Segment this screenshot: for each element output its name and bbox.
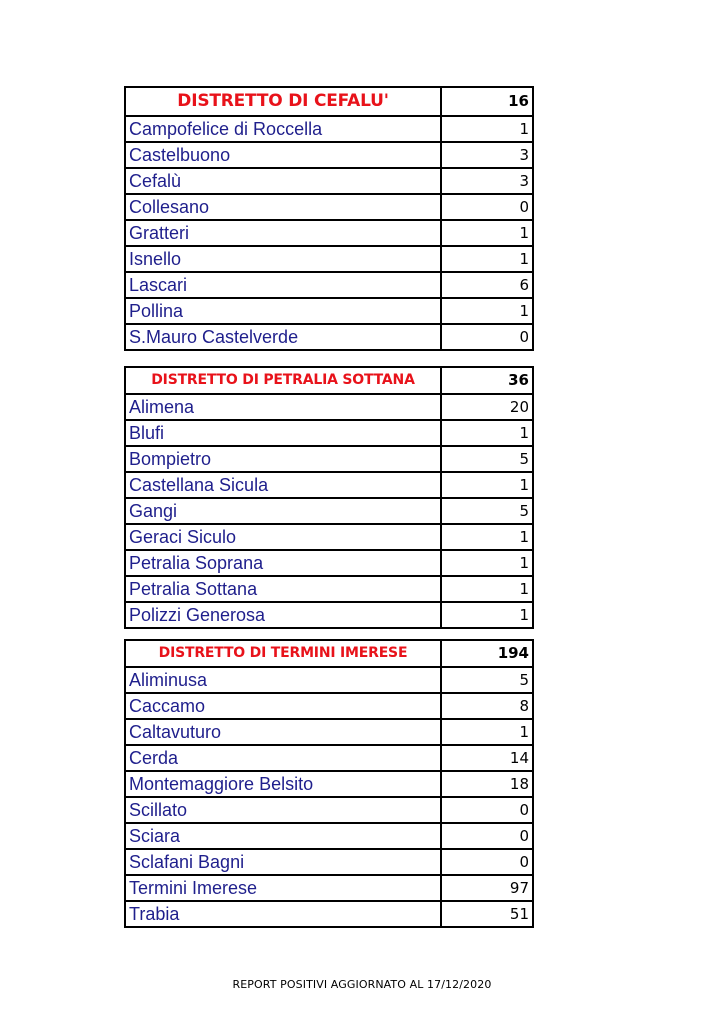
positive-count: 97 [441, 875, 533, 901]
positive-count: 1 [441, 246, 533, 272]
positive-count: 1 [441, 220, 533, 246]
table-row [125, 272, 533, 298]
positive-count: 1 [441, 719, 533, 745]
comune-name: Trabia [125, 901, 441, 927]
positive-count: 3 [441, 142, 533, 168]
district-total: 194 [441, 640, 533, 667]
positive-count: 20 [441, 394, 533, 420]
positive-count: 0 [441, 194, 533, 220]
positive-count: 5 [441, 667, 533, 693]
positive-count: 1 [441, 298, 533, 324]
district-title: DISTRETTO DI CEFALU' [125, 87, 441, 116]
comune-name: Collesano [125, 194, 441, 220]
district-title: DISTRETTO DI TERMINI IMERESE [125, 640, 441, 667]
comune-name: Aliminusa [125, 667, 441, 693]
table-row [125, 142, 533, 168]
district-table-termini-imerese [124, 639, 534, 928]
positive-count: 1 [441, 524, 533, 550]
positive-count: 8 [441, 693, 533, 719]
comune-name: Montemaggiore Belsito [125, 771, 441, 797]
comune-name: Gangi [125, 498, 441, 524]
table-row [125, 524, 533, 550]
district-total: 16 [441, 87, 533, 116]
table-row [125, 576, 533, 602]
district-header-row [125, 640, 533, 667]
table-row [125, 324, 533, 350]
positive-count: 1 [441, 420, 533, 446]
positive-count: 0 [441, 823, 533, 849]
positive-count: 0 [441, 797, 533, 823]
positive-count: 6 [441, 272, 533, 298]
comune-name: Isnello [125, 246, 441, 272]
positive-count: 3 [441, 168, 533, 194]
positive-count: 14 [441, 745, 533, 771]
positive-count: 0 [441, 849, 533, 875]
positive-count: 1 [441, 116, 533, 142]
positive-count: 1 [441, 576, 533, 602]
comune-name: Petralia Sottana [125, 576, 441, 602]
comune-name: Blufi [125, 420, 441, 446]
table-row [125, 797, 533, 823]
positive-count: 1 [441, 550, 533, 576]
positive-count: 18 [441, 771, 533, 797]
district-total: 36 [441, 367, 533, 394]
table-row [125, 194, 533, 220]
table-row [125, 602, 533, 628]
positive-count: 5 [441, 446, 533, 472]
comune-name: Petralia Soprana [125, 550, 441, 576]
table-row [125, 693, 533, 719]
positive-count: 1 [441, 602, 533, 628]
district-table-cefalu [124, 86, 534, 351]
table-row [125, 823, 533, 849]
comune-name: Castellana Sicula [125, 472, 441, 498]
table-row [125, 771, 533, 797]
comune-name: Lascari [125, 272, 441, 298]
table-row [125, 394, 533, 420]
comune-name: Scillato [125, 797, 441, 823]
comune-name: Caccamo [125, 693, 441, 719]
district-header-row [125, 87, 533, 116]
table-row [125, 875, 533, 901]
table-row [125, 550, 533, 576]
table-row [125, 220, 533, 246]
comune-name: Polizzi Generosa [125, 602, 441, 628]
positive-count: 5 [441, 498, 533, 524]
comune-name: Gratteri [125, 220, 441, 246]
comune-name: Cefalù [125, 168, 441, 194]
table-row [125, 849, 533, 875]
report-footer: REPORT POSITIVI AGGIORNATO AL 17/12/2020 [232, 978, 492, 991]
table-row [125, 745, 533, 771]
district-table-petralia-sottana [124, 366, 534, 629]
comune-name: Alimena [125, 394, 441, 420]
district-header-row [125, 367, 533, 394]
comune-name: Sclafani Bagni [125, 849, 441, 875]
table-row [125, 168, 533, 194]
positive-count: 1 [441, 472, 533, 498]
positive-count: 51 [441, 901, 533, 927]
table-row [125, 420, 533, 446]
table-row [125, 719, 533, 745]
table-row [125, 298, 533, 324]
table-row [125, 116, 533, 142]
table-row [125, 472, 533, 498]
comune-name: Bompietro [125, 446, 441, 472]
positive-count: 0 [441, 324, 533, 350]
comune-name: Castelbuono [125, 142, 441, 168]
comune-name: Sciara [125, 823, 441, 849]
comune-name: Campofelice di Roccella [125, 116, 441, 142]
comune-name: Caltavuturo [125, 719, 441, 745]
table-row [125, 446, 533, 472]
comune-name: Pollina [125, 298, 441, 324]
table-row [125, 246, 533, 272]
comune-name: Cerda [125, 745, 441, 771]
comune-name: S.Mauro Castelverde [125, 324, 441, 350]
table-row [125, 901, 533, 927]
comune-name: Geraci Siculo [125, 524, 441, 550]
district-title: DISTRETTO DI PETRALIA SOTTANA [125, 367, 441, 394]
comune-name: Termini Imerese [125, 875, 441, 901]
table-row [125, 667, 533, 693]
table-row [125, 498, 533, 524]
